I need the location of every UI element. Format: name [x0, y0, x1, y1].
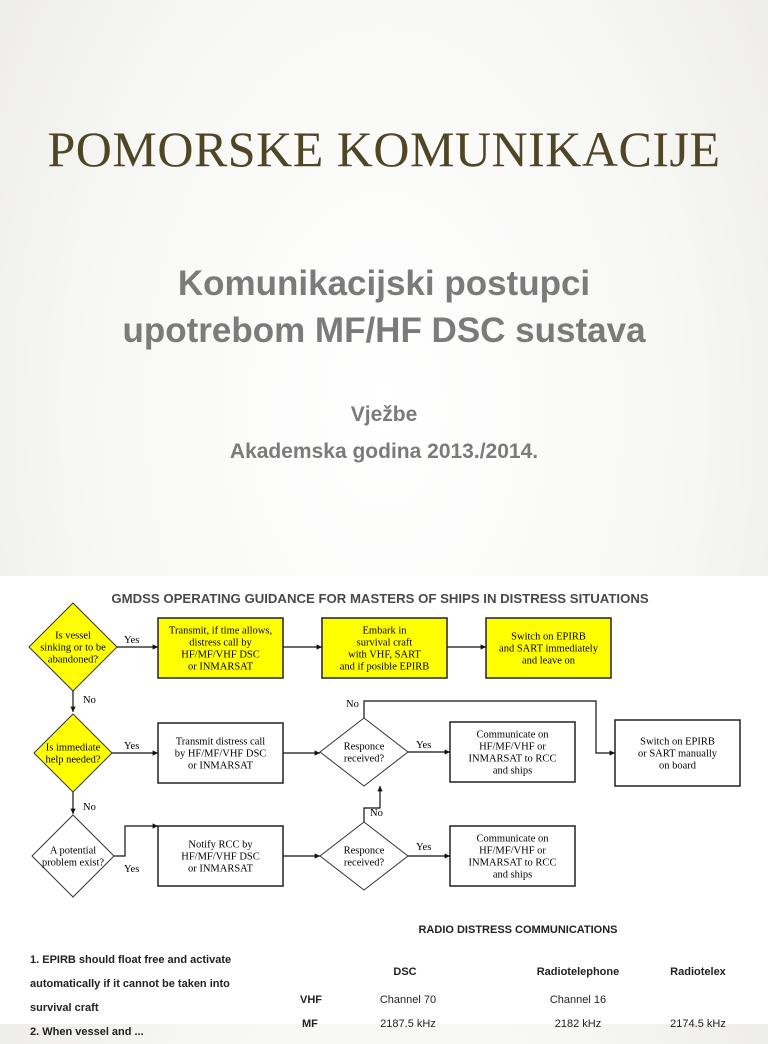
table-cell: 2182 kHz — [554, 1018, 602, 1030]
box-switch-epirb-label: and SART immediately — [499, 643, 598, 655]
yes-label: Yes — [124, 635, 140, 646]
decision-response-1-label: Responce — [343, 741, 385, 753]
note-line: 2. When vessel and ... — [30, 1026, 144, 1038]
column-header-radiotelephone: Radiotelephone — [536, 966, 620, 978]
box-switch-epirb-label: and leave on — [521, 655, 576, 667]
arrow-yes-3-head — [445, 749, 450, 754]
column-header-radiotelex: Radiotelex — [670, 966, 726, 978]
box-embark-survival-label: with VHF, SART — [348, 649, 421, 661]
box-notify-rcc-label: or INMARSAT — [187, 863, 254, 875]
box-embark-survival-label: and if posible EPIRB — [339, 661, 430, 673]
table-cell: 2174.5 kHz — [670, 1018, 726, 1030]
arrow-2-3-head — [481, 644, 486, 649]
table-cell: Channel 70 — [379, 994, 437, 1006]
column-header-dsc: DSC — [393, 966, 417, 978]
note-line: automatically if it cannot be taken into — [30, 978, 230, 990]
decision-sinking-label: Is vessel — [55, 630, 91, 642]
decision-response-2-label: Responce — [343, 845, 385, 857]
arrow-b7-d5-head — [315, 853, 320, 858]
box-notify-rcc-label: HF/MF/VHF DSC — [181, 851, 260, 863]
yes-label: Yes — [416, 842, 432, 853]
box-embark-survival-label: Embark in — [362, 625, 407, 637]
box-switch-epirb-label: Switch on EPIRB — [511, 631, 586, 643]
arrow-yes-4-head — [153, 823, 158, 828]
table-cell: 2187.5 kHz — [380, 1018, 436, 1030]
box-transmit-distress-2-label: Transmit distress call — [175, 736, 266, 748]
decision-help-needed-label: Is immediate — [45, 742, 101, 754]
box-transmit-distress-2-label: or INMARSAT — [187, 760, 254, 772]
arrow-1-2-head — [317, 644, 322, 649]
row-header-vhf: VHF — [300, 994, 322, 1006]
box-notify-rcc-label: Notify RCC by — [188, 839, 253, 851]
note-line: survival craft — [30, 1002, 99, 1014]
box-transmit-distress-label: HF/MF/VHF DSC — [181, 649, 260, 661]
arrow-yes-1-head — [153, 644, 158, 649]
box-transmit-distress-label: distress call by — [189, 637, 252, 649]
info-line-2: Akademska godina 2013./2014. — [229, 440, 539, 463]
row-header-mf: MF — [302, 1018, 318, 1030]
yes-label: Yes — [124, 864, 140, 875]
yes-label: Yes — [124, 741, 140, 752]
decision-help-needed-label: help needed? — [45, 754, 101, 766]
arrow-yes-5-head — [445, 853, 450, 858]
no-label: No — [83, 802, 96, 813]
decision-response-1-label: received? — [343, 753, 385, 765]
decision-response-2-label: received? — [343, 857, 385, 869]
yes-label: Yes — [416, 740, 432, 751]
box-embark-survival-label: survival craft — [356, 637, 413, 649]
slide-title: POMORSKE KOMUNIKACIJE — [47, 121, 721, 177]
decision-sinking-label: sinking or to be — [40, 642, 106, 654]
box-switch-epirb-manual-label: on board — [658, 760, 697, 772]
box-communicate-1-label: INMARSAT to RCC — [468, 753, 557, 765]
no-label: No — [370, 808, 383, 819]
slide-subtitle — [40, 260, 728, 354]
box-communicate-1-label: HF/MF/VHF or — [479, 741, 546, 753]
table-cell: Channel 16 — [549, 994, 607, 1006]
arrow-no-2-head — [70, 809, 75, 814]
arrow-no-1-head — [70, 707, 75, 712]
box-communicate-2-label: and ships — [492, 869, 533, 881]
box-transmit-distress-label: Transmit, if time allows, — [168, 625, 273, 637]
slide-info — [40, 396, 728, 470]
arrow-no-response-2-head — [377, 786, 382, 791]
subtitle-line-1: Komunikacijski postupci — [177, 264, 591, 303]
box-communicate-1-label: Communicate on — [476, 729, 549, 741]
decision-potential-problem-label: problem exist? — [41, 857, 105, 869]
decision-sinking-label: abandoned? — [47, 654, 99, 666]
box-switch-epirb-manual-label: or SART manually — [637, 748, 718, 760]
box-communicate-2-label: HF/MF/VHF or — [479, 845, 546, 857]
distress-table — [18, 910, 751, 1038]
note-line: 1. EPIRB should float free and activate — [30, 954, 232, 966]
decision-potential-problem-label: A potential — [49, 845, 97, 857]
subtitle-line-2: upotrebom MF/HF DSC sustava — [122, 311, 646, 350]
no-label: No — [83, 695, 96, 706]
box-communicate-1-label: and ships — [492, 765, 533, 777]
box-communicate-2-label: Communicate on — [476, 833, 549, 845]
arrow-yes-2-head — [153, 750, 158, 755]
box-transmit-distress-label: or INMARSAT — [187, 661, 254, 673]
box-switch-epirb-manual-label: Switch on EPIRB — [640, 736, 715, 748]
flowchart-title: GMDSS OPERATING GUIDANCE FOR MASTERS OF SHIPS IN DISTRESS SITUATIONS — [111, 591, 649, 606]
no-label: No — [346, 699, 359, 710]
arrow-b4-d4-head — [315, 750, 320, 755]
table-notes — [30, 948, 290, 1044]
box-transmit-distress-2-label: by HF/MF/VHF DSC — [174, 748, 267, 760]
arrow-no-response-head — [610, 750, 615, 755]
arrow-yes-4 — [114, 826, 158, 856]
table-title: RADIO DISTRESS COMMUNICATIONS — [418, 924, 618, 936]
flowchart-panel — [0, 576, 768, 1038]
box-communicate-2-label: INMARSAT to RCC — [468, 857, 557, 869]
info-line-1: Vježbe — [350, 403, 418, 426]
